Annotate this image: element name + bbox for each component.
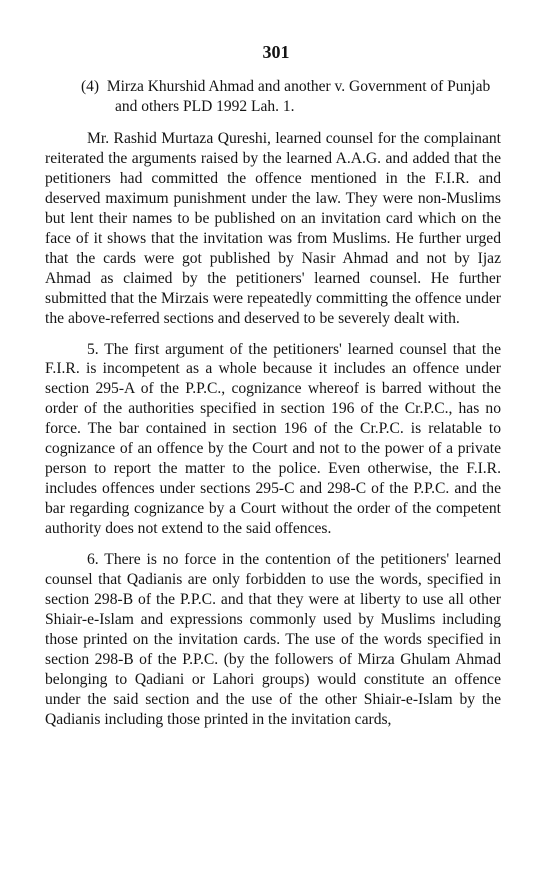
case-citation [45, 77, 501, 117]
citation-number: (4) [81, 78, 100, 95]
paragraph-counsel-arguments: Mr. Rashid Murtaza Qureshi, learned counsel for the complainant reiterated the arguments raised by the learned A.A.G. and added that the petitioners had committed the offence mentioned in the F.I.R. and deserved maximum punishment under the law. They were non-Muslims but lent their names to be published on an invitation card which on the face of it shows that the invitation was from Muslims. He further urged that the cards were got published by Nasir Ahmad and not by Ijaz Ahmad as claimed by the petitioners' learned counsel. He further submitted that the Mirzais were repeatedly committing the offence under the above-referred sections and deserved to be severely dealt with. [45, 130, 501, 327]
paragraph-5: 5. The first argument of the petitioners' learned counsel that the F.I.R. is incompetent as a whole because it includes an offence under section 295-A of the P.P.C., cognizance whereof is barred without the order of the authorities specified in section 196 of the Cr.P.C., has no force. The bar contained in section 196 of the Cr.P.C. is relatable to cognizance of an offence by the Court and not to the power of a private person to report the matter to the police. Even otherwise, the F.I.R. includes offences under sections 295-C and 298-C of the P.P.C. and the bar regarding cognizance by a Court without the order of the competent authority does not extend to the said offences. [45, 340, 501, 538]
paragraph-6: 6. There is no force in the contention of the petitioners' learned counsel that Qadianis are only forbidden to use the words, specified in section 298-B of the P.P.C. and that they were at liberty to use all other Shiair-e-Islam and expressions commonly used by Muslims including those printed on the invitation cards. The use of the words specified in section 298-B of the P.P.C. (by the followers of Mirza Ghulam Ahmad belonging to Qadiani or Lahori groups) would constitute an offence under the said section and the use of the other Shiair-e-Islam by the Qadianis including those printed in the invitation cards, [45, 551, 501, 728]
citation-text: Mirza Khurshid Ahmad and another v. Government of Punjab and others PLD 1992 Lah. 1. [106, 78, 491, 115]
page-number: 301 [262, 42, 290, 62]
